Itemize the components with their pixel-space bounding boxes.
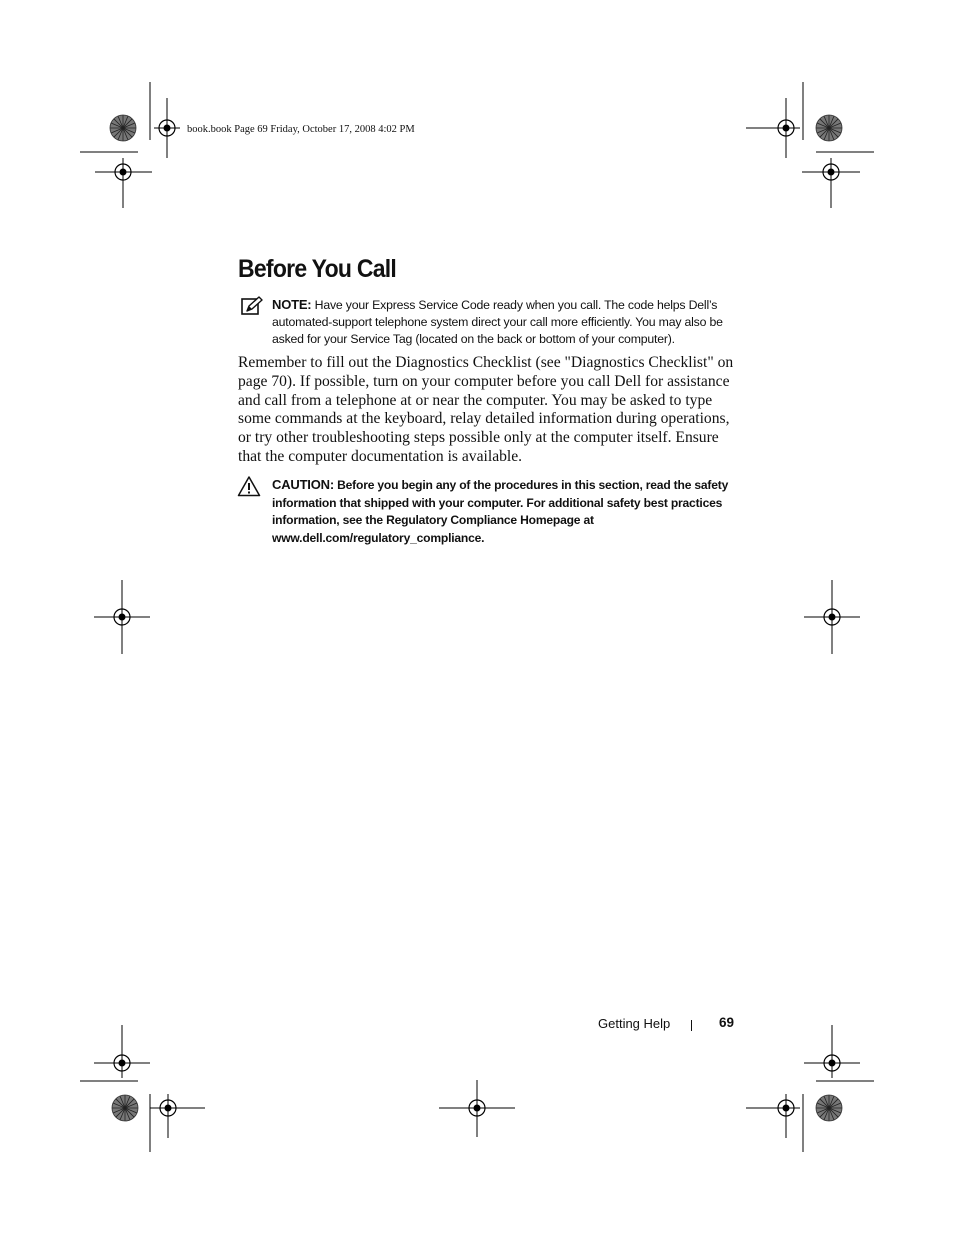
print-slug-line: book.book Page 69 Friday, October 17, 2008 4:02 PM xyxy=(187,124,415,135)
warning-triangle-icon xyxy=(237,475,261,497)
note-text: Have your Express Service Code ready when you call. The code helps Dell’s automated-support telephone system direct your call more efficiently. You may also be asked for your Service Tag (located on the back or bottom of your computer). xyxy=(272,298,723,346)
page-heading: Before You Call xyxy=(238,255,397,283)
caution-block xyxy=(272,476,742,547)
page-number: 69 xyxy=(719,1015,735,1030)
note-block xyxy=(272,296,742,348)
note-label: NOTE: xyxy=(272,297,312,312)
caution-label: CAUTION: xyxy=(272,477,334,492)
star-target-bottom-left xyxy=(112,1095,138,1121)
pencil-note-icon xyxy=(241,296,263,316)
footer-section-title: Getting Help xyxy=(598,1016,671,1031)
footer-separator xyxy=(691,1020,692,1031)
body-paragraph: Remember to fill out the Diagnostics Checklist (see "Diagnostics Checklist" on page 70). If possible, turn on your computer before you call Dell for assistance and call from a telephone at or near the computer. You may be asked to type some commands at the keyboard, relay detailed information during operations, or try other troubleshooting steps possible only at the computer itself. Ensure that the computer documentation is available. xyxy=(238,354,734,465)
star-target-top-left xyxy=(110,115,136,141)
star-target-top-right xyxy=(816,115,842,141)
caution-text: Before you begin any of the procedures in this section, read the safety information that shipped with your computer. For additional safety best practices information, see the Regulatory Compliance Homepage at www.dell.com/regulatory_compliance. xyxy=(272,478,729,545)
star-target-bottom-right xyxy=(816,1095,842,1121)
